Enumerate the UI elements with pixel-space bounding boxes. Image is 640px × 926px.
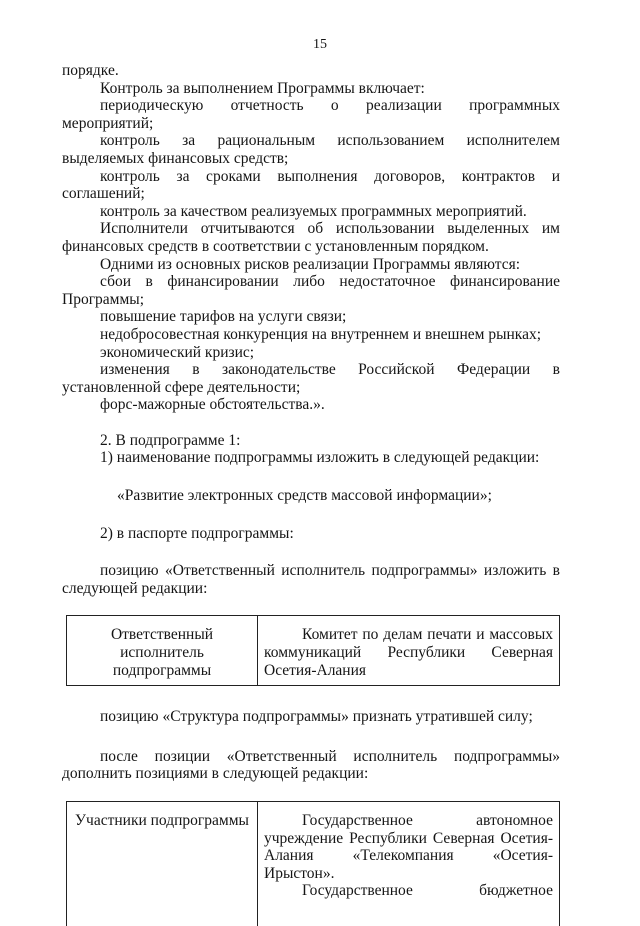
document-body <box>62 62 560 926</box>
after-text: после позиции «Ответственный исполнитель подпрограммы» дополнить позициями в следующей редакции: <box>62 748 560 783</box>
table-cell-label: Участники подпрограммы <box>67 802 258 926</box>
paragraph: недобросовестная конкуренция на внутреннем и внешнем рынках; <box>62 326 560 344</box>
paragraph: периодическую отчетность о реализации программных мероприятий; <box>62 97 560 132</box>
paragraph: повышение тарифов на услуги связи; <box>62 308 560 326</box>
paragraph: Исполнители отчитываются об использовании выделенных им финансовых средств в соответствии с установленным порядком. <box>62 220 560 255</box>
item-heading: 2. В подпрограмме 1: <box>62 432 560 450</box>
responsible-table <box>66 615 560 686</box>
position-text: позицию «Ответственный исполнитель подпрограммы» изложить в следующей редакции: <box>62 562 560 597</box>
table-cell-value: Комитет по делам печати и массовых коммуникаций Республики Северная Осетия-Алания <box>258 616 560 686</box>
quote-text: «Развитие электронных средств массовой информации»; <box>62 487 560 505</box>
paragraph: контроль за сроками выполнения договоров, контрактов и соглашений; <box>62 168 560 203</box>
page-number: 15 <box>0 37 640 53</box>
item-text: 2) в паспорте подпрограммы: <box>62 525 560 543</box>
paragraph: контроль за качеством реализуемых программных мероприятий. <box>62 203 560 221</box>
participants-table <box>66 801 560 926</box>
table-cell-label: Ответственный исполнитель подпрограммы <box>67 616 258 686</box>
paragraph: изменения в законодательстве Российской Федерации в установленной сфере деятельности; <box>62 361 560 396</box>
paragraph: форс-мажорные обстоятельства.». <box>62 396 560 414</box>
structure-text: позицию «Структура подпрограммы» признать утратившей силу; <box>62 708 560 726</box>
item-text: 1) наименование подпрограммы изложить в следующей редакции: <box>62 449 560 467</box>
paragraph: экономический кризис; <box>62 344 560 362</box>
paragraph: сбои в финансировании либо недостаточное финансирование Программы; <box>62 273 560 308</box>
paragraph: Контроль за выполнением Программы включает: <box>62 80 560 98</box>
paragraph: Одними из основных рисков реализации Программы являются: <box>62 256 560 274</box>
table-cell-value: Государственное автономное учреждение Республики Северная Осетия-Алания «Телекомпания «Осетия-Ирыстон». Государственное бюджетное <box>258 802 560 926</box>
paragraph: порядке. <box>62 62 560 80</box>
paragraph: контроль за рациональным использованием исполнителем выделяемых финансовых средств; <box>62 132 560 167</box>
